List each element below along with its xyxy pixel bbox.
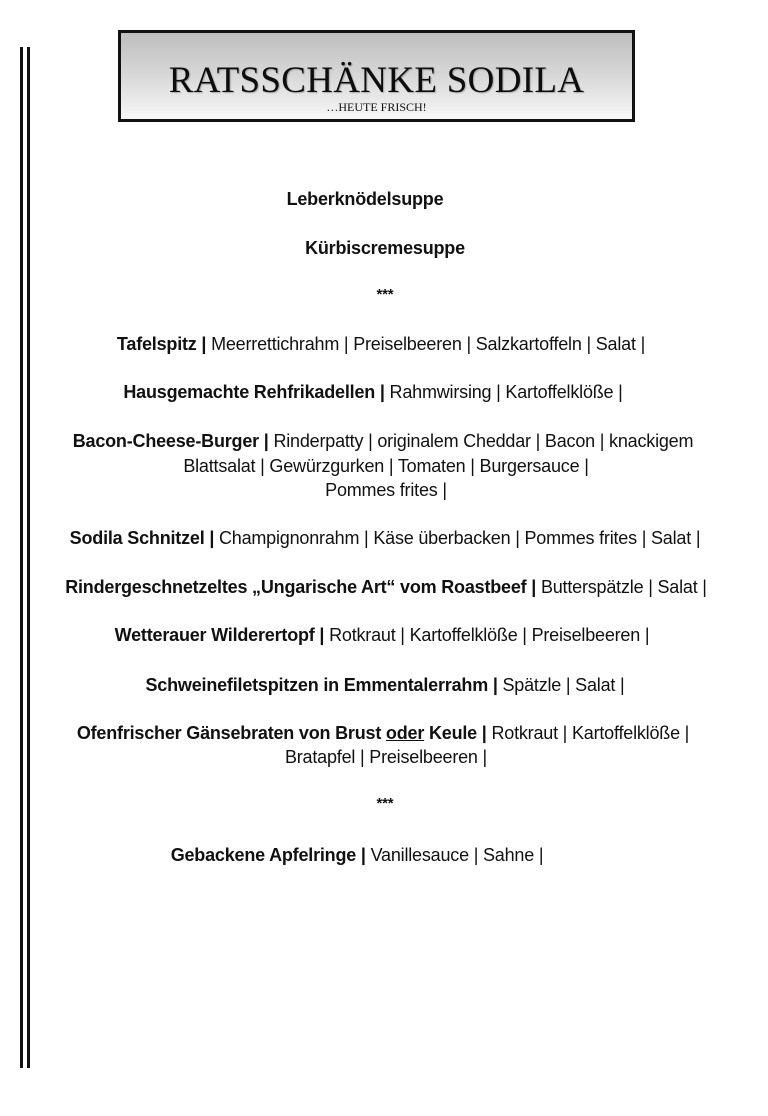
dessert-item <box>32 843 682 867</box>
main-dish-continuation <box>61 454 711 478</box>
main-dish-item <box>56 332 706 356</box>
dish-name: Rindergeschnetzeltes „Ungarische Art“ vom Roastbeef <box>65 577 527 597</box>
dish-sides: Champignonrahm | Käse überbacken | Pommes frites | Salat | <box>218 528 701 548</box>
dish-name: Schweinefiletspitzen in Emmentalerrahm <box>145 675 488 695</box>
dish-separator: | <box>481 723 487 743</box>
dish-name: Bacon-Cheese-Burger <box>72 431 259 451</box>
main-dish-item <box>58 429 708 453</box>
dish-sides: Rinderpatty | originalem Cheddar | Bacon | knackigem <box>273 431 694 451</box>
dish-separator: | <box>379 382 385 402</box>
dish-sides: Meerrettichrahm | Preiselbeeren | Salzkartoffeln | Salat | <box>211 334 646 354</box>
left-border-line-inner <box>27 47 30 1068</box>
dish-name <box>77 723 477 743</box>
dish-name: Sodila Schnitzel <box>69 528 205 548</box>
dish-name: Wetterauer Wilderertopf <box>114 625 315 645</box>
soup-name: Kürbiscremesuppe <box>305 238 465 258</box>
restaurant-name: RATSSCHÄNKE SODILA <box>168 60 585 101</box>
dish-sides: Rotkraut | Kartoffelklöße | <box>491 723 690 743</box>
dessert-sides: Vanillesauce | Sahne | <box>370 845 544 865</box>
main-dish-item <box>60 526 710 550</box>
dish-separator: | <box>319 625 325 645</box>
restaurant-tagline: …HEUTE FRISCH! <box>326 100 427 114</box>
dish-sides: Rotkraut | Kartoffelklöße | Preiselbeeren | <box>329 625 650 645</box>
dish-separator: | <box>492 675 498 695</box>
dish-name: Tafelspitz <box>116 334 197 354</box>
main-dish-item <box>57 623 707 647</box>
dish-separator: | <box>209 528 215 548</box>
dish-sides: Bratapfel | Preiselbeeren | <box>284 747 488 767</box>
left-border-line-outer <box>20 47 23 1068</box>
section-divider: *** <box>376 286 394 303</box>
soup-item <box>60 236 710 260</box>
dish-separator: | <box>360 845 366 865</box>
dish-sides: Pommes frites | <box>325 480 447 500</box>
dish-separator: | <box>263 431 269 451</box>
soup-name: Leberknödelsuppe <box>286 189 444 209</box>
dish-separator: | <box>531 577 537 597</box>
dish-separator: | <box>201 334 207 354</box>
dish-name-emphasis: oder <box>385 723 425 743</box>
dish-sides: Rahmwirsing | Kartoffelklöße | <box>389 382 623 402</box>
dish-name: Hausgemachte Rehfrikadellen <box>123 382 376 402</box>
dish-name-part: Keule <box>428 723 477 743</box>
soup-item <box>40 187 690 211</box>
main-dish-item <box>58 721 708 745</box>
restaurant-header <box>118 30 635 122</box>
dessert-name: Gebackene Apfelringe <box>170 845 357 865</box>
dish-sides: Spätzle | Salat | <box>502 675 625 695</box>
main-dish-continuation <box>61 745 711 769</box>
main-dish-item <box>48 380 698 404</box>
dish-name-part: Ofenfrischer Gänsebraten von Brust <box>76 723 382 743</box>
dish-sides: Butterspätzle | Salat | <box>540 577 707 597</box>
main-dish-item <box>61 575 711 599</box>
section-divider: *** <box>376 795 394 812</box>
main-dish-item <box>60 673 710 697</box>
main-dish-continuation <box>61 478 711 502</box>
dish-sides: Blattsalat | Gewürzgurken | Tomaten | Burgersauce | <box>183 456 589 476</box>
